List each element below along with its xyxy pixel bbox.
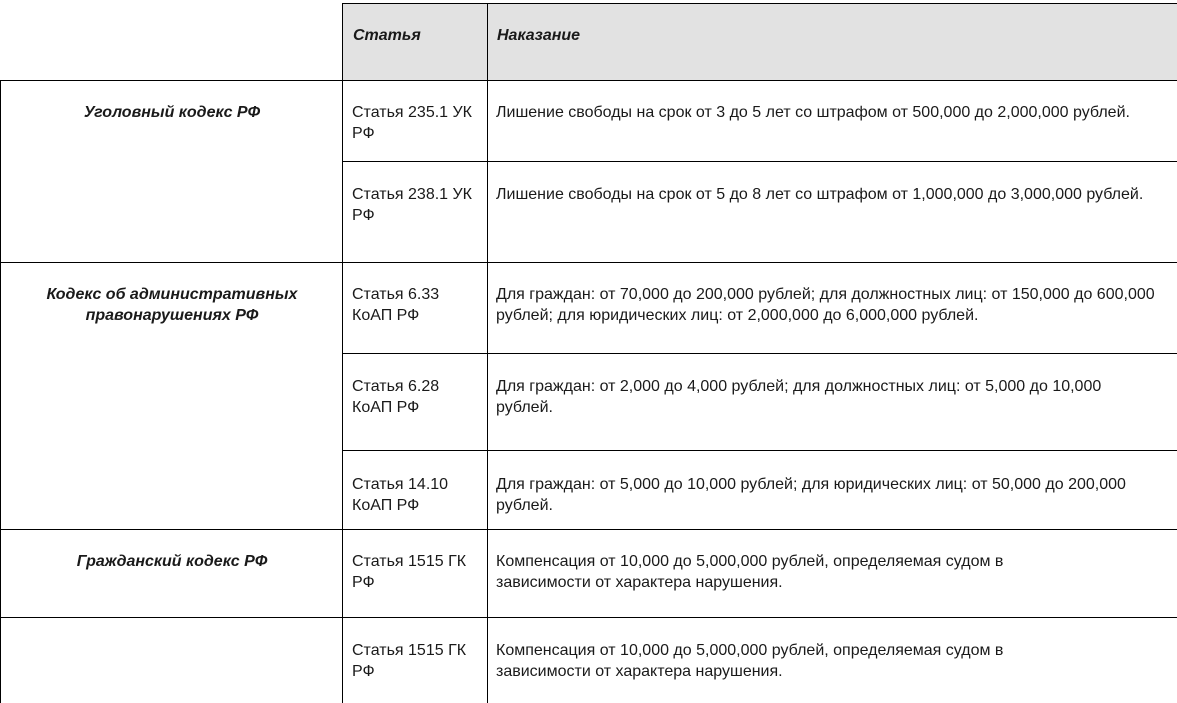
article-cell: Статья 1515 ГК РФ bbox=[352, 642, 467, 680]
article-cell: Статья 238.1 УК РФ bbox=[352, 186, 472, 224]
article-cell: Статья 6.33 КоАП РФ bbox=[352, 286, 440, 324]
punishment-cell: Лишение свободы на срок от 5 до 8 лет со штрафом от 1,000,000 до 3,000,000 рублей. bbox=[496, 186, 1144, 203]
punishment-cell: Для граждан: от 5,000 до 10,000 рублей; для юридических лиц: от 50,000 до 200,000 рублей. bbox=[496, 476, 1126, 514]
punishment-cell: Компенсация от 10,000 до 5,000,000 рублей, определяемая судом в зависимости от характера нарушения. bbox=[496, 553, 1004, 591]
header-punishment: Наказание bbox=[497, 27, 581, 44]
code-name: Уголовный кодекс РФ bbox=[83, 104, 261, 121]
code-name: Кодекс об административных правонарушениях РФ bbox=[46, 286, 298, 324]
punishment-cell: Лишение свободы на срок от 3 до 5 лет со штрафом от 500,000 до 2,000,000 рублей. bbox=[496, 104, 1130, 121]
code-name: Гражданский кодекс РФ bbox=[76, 553, 268, 570]
punishment-cell: Компенсация от 10,000 до 5,000,000 рублей, определяемая судом в зависимости от характера нарушения. bbox=[496, 642, 1004, 680]
punishment-cell: Для граждан: от 70,000 до 200,000 рублей; для должностных лиц: от 150,000 до 600,000 рублей; для юридических лиц: от 2,000,000 до 6,000,000 рублей. bbox=[496, 286, 1155, 324]
article-cell: Статья 235.1 УК РФ bbox=[352, 104, 472, 142]
article-cell: Статья 6.28 КоАП РФ bbox=[352, 378, 440, 416]
header-article: Статья bbox=[353, 27, 421, 44]
punishment-cell: Для граждан: от 2,000 до 4,000 рублей; для должностных лиц: от 5,000 до 10,000 рублей. bbox=[496, 378, 1102, 416]
article-cell: Статья 14.10 КоАП РФ bbox=[352, 476, 449, 514]
article-cell: Статья 1515 ГК РФ bbox=[352, 553, 467, 591]
